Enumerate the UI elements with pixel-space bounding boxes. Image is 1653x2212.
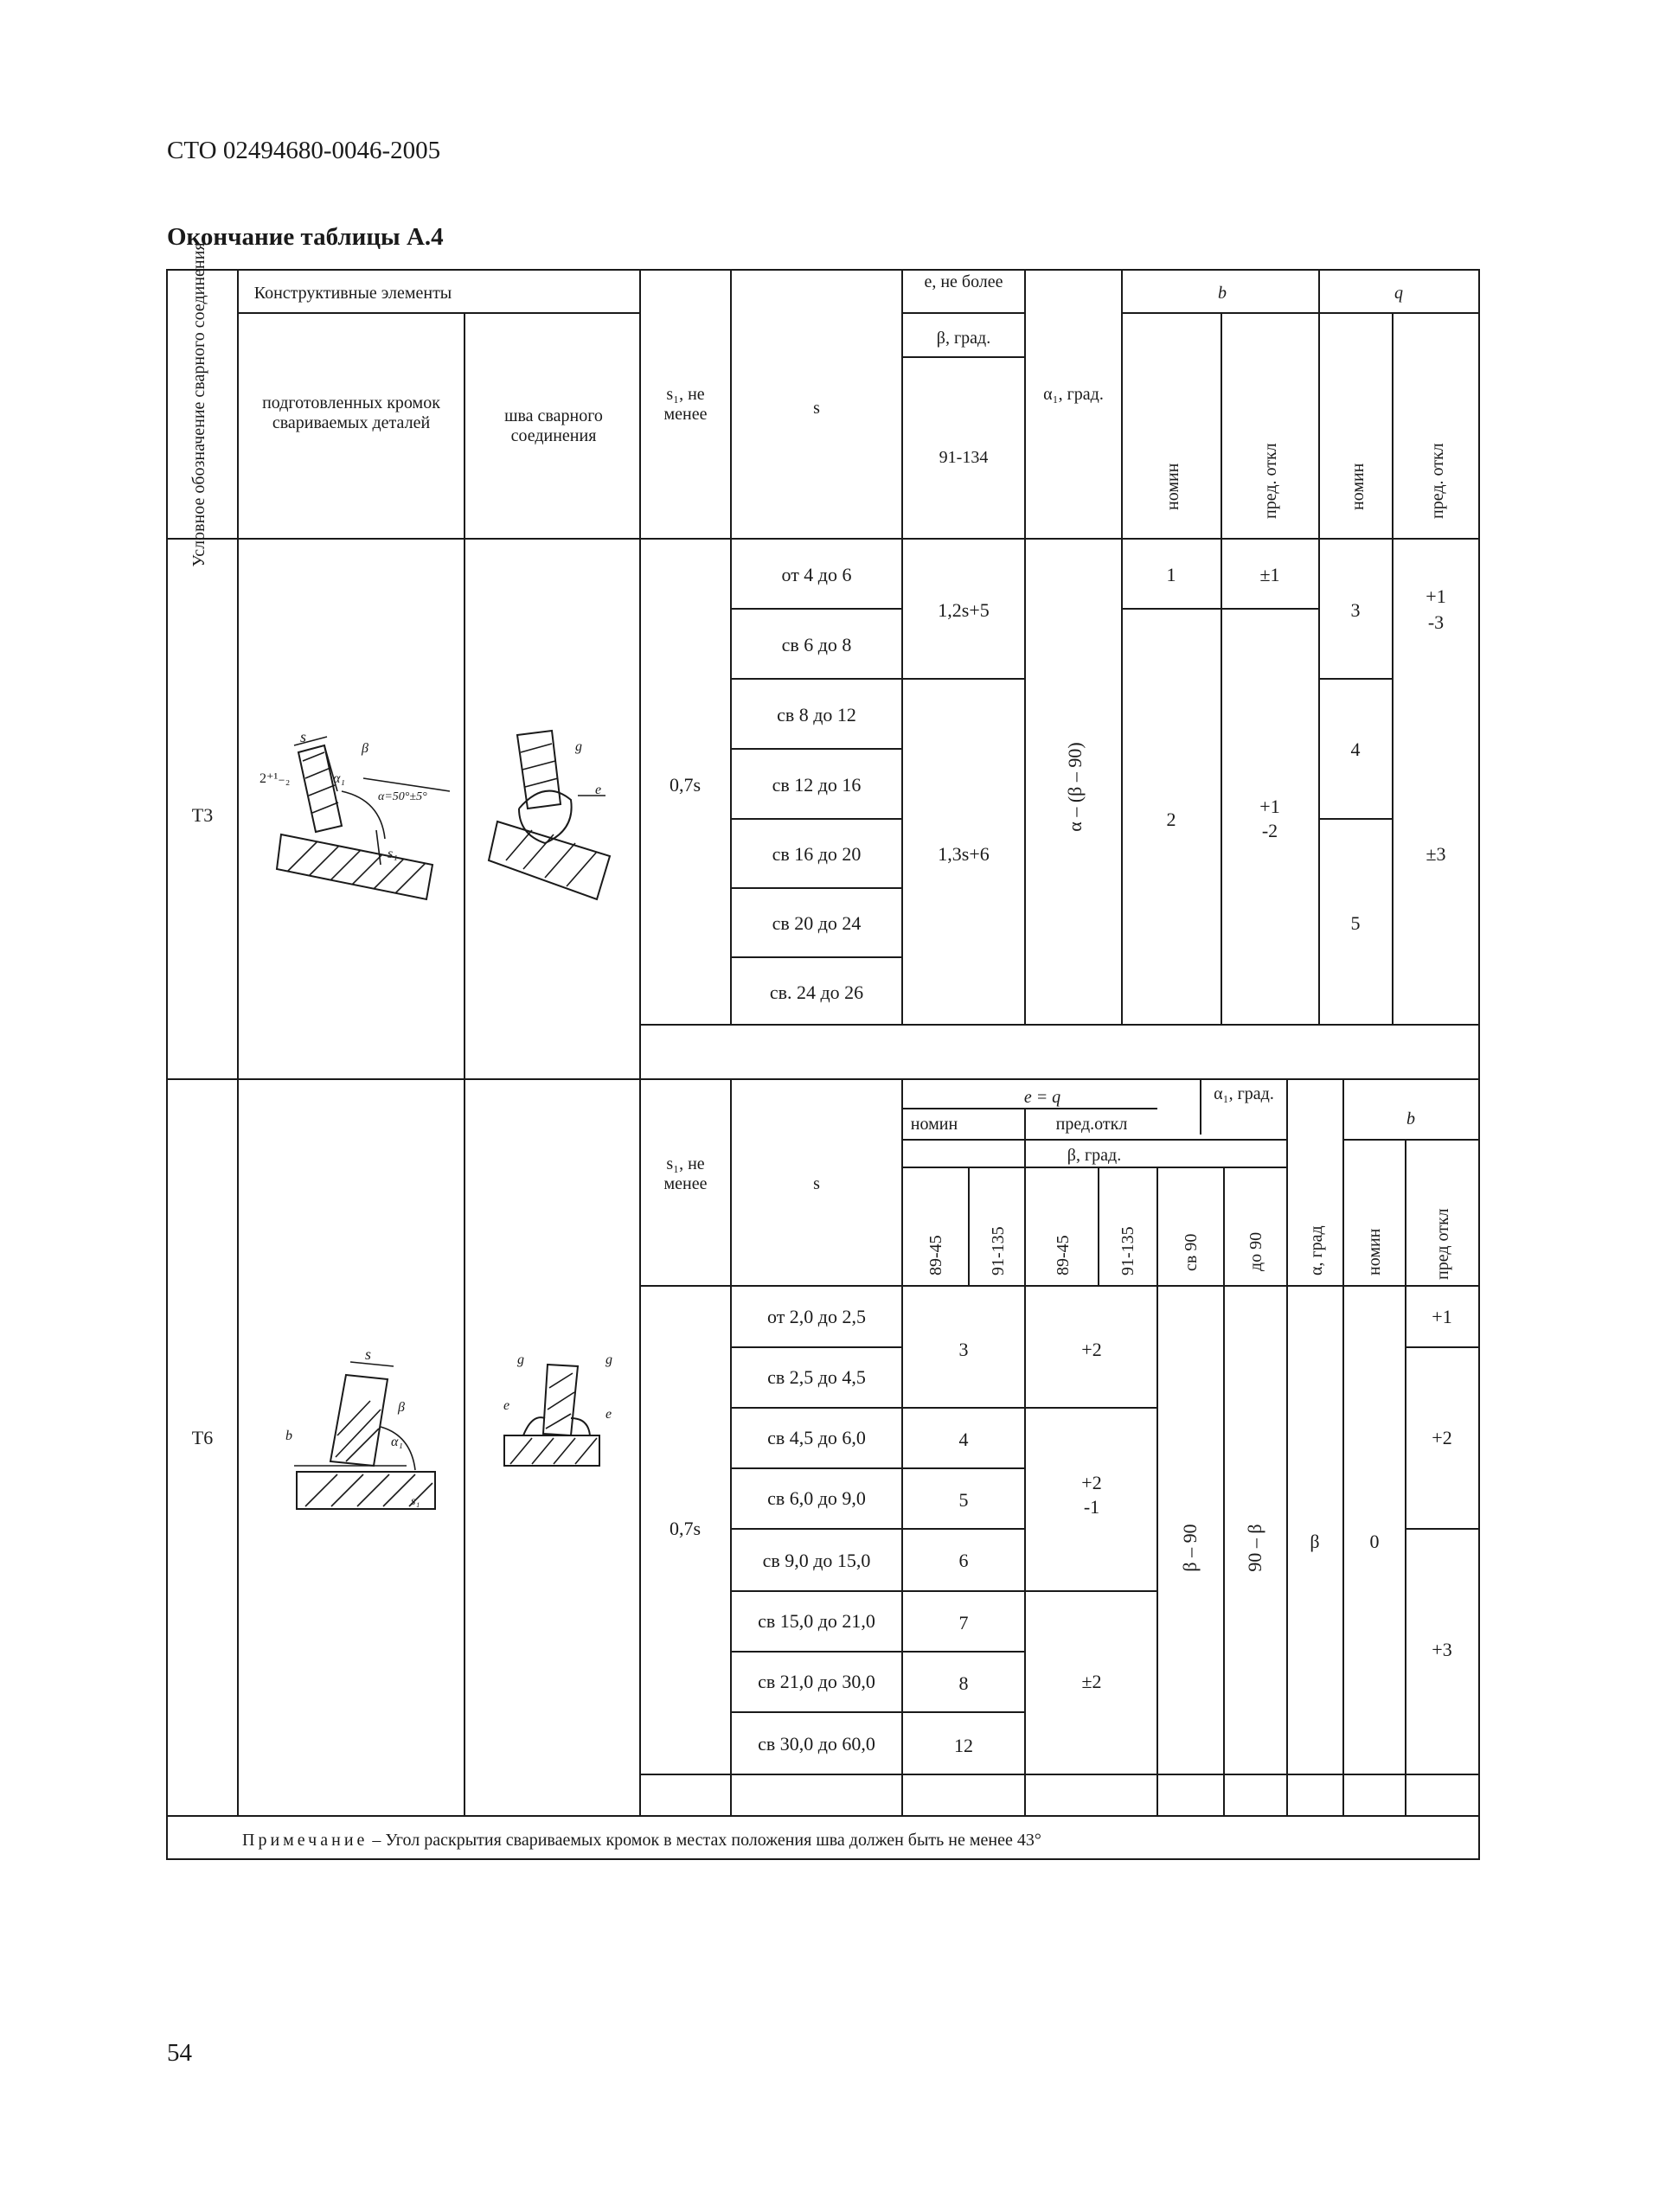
- t3-e-value: 1,2s+5: [938, 599, 990, 621]
- t3-s-range: от 4 до 6: [781, 564, 852, 585]
- table-title: Окончание таблицы А.4: [167, 223, 444, 251]
- t6-s-range: св 2,5 до 4,5: [767, 1366, 866, 1388]
- t6-designation: Т6: [191, 1427, 214, 1448]
- t6-s1-header: s₁, не менее: [663, 1154, 708, 1193]
- svg-text:2⁺¹₋₂: 2⁺¹₋₂: [259, 771, 291, 786]
- t3-s-range: св 16 до 20: [772, 843, 862, 865]
- t3-q-tol: ±3: [1426, 843, 1446, 865]
- s-header: s: [813, 399, 820, 418]
- designation-header: Условное обозначение сварного соединения: [189, 242, 208, 567]
- t3-b-tol: +1: [1259, 796, 1280, 817]
- constructive-header: Конструктивные элементы: [253, 284, 452, 303]
- t6-e-nom: 4: [958, 1429, 969, 1450]
- t3-designation: Т3: [191, 804, 214, 826]
- t6-b91-135: 91-135: [989, 1226, 1008, 1275]
- t6-nomin-header: номин: [910, 1115, 958, 1134]
- svg-text:s: s: [365, 1346, 372, 1363]
- b-nomin-header: номин: [1163, 463, 1182, 510]
- t3-s-range: св. 24 до 26: [769, 981, 864, 1003]
- t6-s-range: св 9,0 до 15,0: [762, 1550, 871, 1571]
- t3-b-nom: 2: [1166, 809, 1176, 830]
- t3-alpha1: α – (β – 90): [1064, 742, 1086, 832]
- t6-do90: до 90: [1246, 1231, 1265, 1271]
- t6-alpha1-do90: 90 – β: [1244, 1524, 1265, 1572]
- t6-s-range: св 30,0 до 60,0: [758, 1733, 875, 1755]
- t6-b-header: b: [1406, 1109, 1415, 1128]
- alpha1-header: α₁, град.: [1043, 385, 1104, 404]
- svg-text:b: b: [285, 1429, 292, 1443]
- document-code: СТО 02494680-0046-2005: [167, 137, 441, 164]
- t3-s-range: св 6 до 8: [781, 634, 852, 655]
- t6-b-nom: 0: [1369, 1531, 1380, 1552]
- t6-b-nom-header: номин: [1365, 1228, 1384, 1275]
- t6-e-tol: +2: [1081, 1339, 1102, 1360]
- svg-text:s₁: s₁: [388, 847, 398, 861]
- t6-weld-figure: [503, 1352, 612, 1466]
- t3-b-tol: ±1: [1259, 564, 1280, 585]
- t3-weld-figure: [489, 731, 610, 899]
- t6-e-nom: 7: [958, 1612, 969, 1633]
- t6-s-header: s: [813, 1174, 820, 1193]
- note-text: – Угол раскрытия свариваемых кромок в местах положения шва должен быть не менее 43°: [368, 1831, 1041, 1850]
- t6-header: [644, 1085, 1452, 1280]
- t6-b-tol: +2: [1432, 1427, 1452, 1448]
- t3-s-range: св 20 до 24: [772, 912, 862, 934]
- svg-text:e: e: [595, 783, 602, 797]
- svg-text:s: s: [300, 728, 307, 745]
- t3-s-range: св 8 до 12: [777, 704, 856, 726]
- q-header: q: [1394, 284, 1403, 303]
- prepared-edges-header: подготовленных кромок свариваемых деталей: [262, 393, 440, 432]
- t6-alpha1-sv90: β – 90: [1179, 1524, 1201, 1572]
- table-header: [189, 242, 1447, 566]
- e-max-header: e, не более: [924, 273, 1003, 291]
- svg-text:α₁: α₁: [391, 1435, 403, 1449]
- t6-s-range: св 6,0 до 9,0: [767, 1487, 866, 1509]
- t6-s-range: от 2,0 до 2,5: [766, 1306, 867, 1327]
- t6-e-nom: 3: [958, 1339, 969, 1360]
- t6-e-nom: 6: [958, 1550, 969, 1571]
- svg-text:g: g: [605, 1352, 612, 1367]
- table-note: [242, 1831, 1041, 1850]
- svg-text:α₁: α₁: [333, 771, 345, 786]
- t6-b-tol-header: пред откл: [1433, 1208, 1452, 1280]
- t6-e-tol: -1: [1083, 1496, 1100, 1518]
- t6-b-tol: +1: [1432, 1306, 1452, 1327]
- q-tol-header: пред. откл: [1428, 443, 1447, 519]
- t6-alpha: β: [1310, 1531, 1320, 1552]
- t6-s-range: св 21,0 до 30,0: [758, 1671, 875, 1692]
- svg-text:g: g: [575, 739, 582, 754]
- t3-q-tol: -3: [1427, 611, 1445, 633]
- svg-text:e: e: [503, 1398, 510, 1413]
- s1-header: s₁, не менее: [663, 385, 708, 424]
- t3-b-tol: -2: [1261, 820, 1278, 841]
- svg-text:β: β: [398, 1400, 405, 1415]
- t3-q-tol: +1: [1426, 585, 1446, 607]
- svg-text:e: e: [605, 1407, 612, 1422]
- t6-e-tol: ±2: [1081, 1671, 1102, 1692]
- t6-b91-135-tol: 91-135: [1118, 1226, 1137, 1275]
- t6-sv90: св 90: [1182, 1233, 1201, 1271]
- q-nomin-header: номин: [1349, 463, 1368, 510]
- t6-s-range: св 15,0 до 21,0: [758, 1610, 875, 1632]
- t6-edge-prep-figure: [285, 1346, 435, 1509]
- t6-s-range: св 4,5 до 6,0: [767, 1427, 866, 1448]
- t6-tol-header: пред.откл: [1055, 1115, 1128, 1134]
- t6-s1: 0,7s: [669, 1518, 702, 1539]
- t6-b89-45: 89-45: [926, 1235, 945, 1275]
- b-header: b: [1218, 284, 1227, 303]
- t3-q-nom: 5: [1350, 912, 1361, 934]
- weld-seam-header: шва сварного соединения: [504, 406, 603, 445]
- t3-e-value: 1,3s+6: [938, 843, 990, 865]
- note-label: Примечание: [242, 1831, 368, 1850]
- t3-b-nom: 1: [1166, 564, 1176, 585]
- t3-q-nom: 3: [1350, 599, 1361, 621]
- t3-s-range: св 12 до 16: [772, 774, 862, 796]
- t3-s1: 0,7s: [669, 774, 702, 796]
- t6-beta-header: β, град.: [1067, 1146, 1122, 1165]
- t6-b89-45-tol: 89-45: [1054, 1235, 1073, 1275]
- svg-text:s₁: s₁: [411, 1495, 420, 1508]
- t3-section: [192, 564, 1446, 1003]
- t6-alpha1-header: α₁, град.: [1214, 1085, 1274, 1103]
- b-tol-header: пред. откл: [1261, 443, 1280, 519]
- svg-text:β: β: [362, 741, 368, 756]
- t6-alpha-header: α, град: [1307, 1225, 1326, 1275]
- page-number: 54: [167, 2039, 192, 2067]
- t6-e-nom: 5: [958, 1489, 969, 1511]
- beta-range: 91-134: [939, 448, 989, 467]
- t6-e-tol: +2: [1081, 1472, 1102, 1493]
- svg-text:g: g: [517, 1352, 524, 1367]
- t6-eq-header: e = q: [1023, 1088, 1061, 1107]
- t3-edge-prep-figure: [259, 728, 450, 899]
- t6-e-nom: 12: [954, 1735, 973, 1756]
- t3-q-nom: 4: [1350, 738, 1361, 760]
- beta-header: β, град.: [936, 329, 991, 348]
- t6-e-nom: 8: [958, 1672, 969, 1694]
- t3-figure-angle: α=50°±5°: [378, 790, 427, 803]
- t6-section: [192, 1306, 1452, 1756]
- t6-b-tol: +3: [1432, 1639, 1452, 1660]
